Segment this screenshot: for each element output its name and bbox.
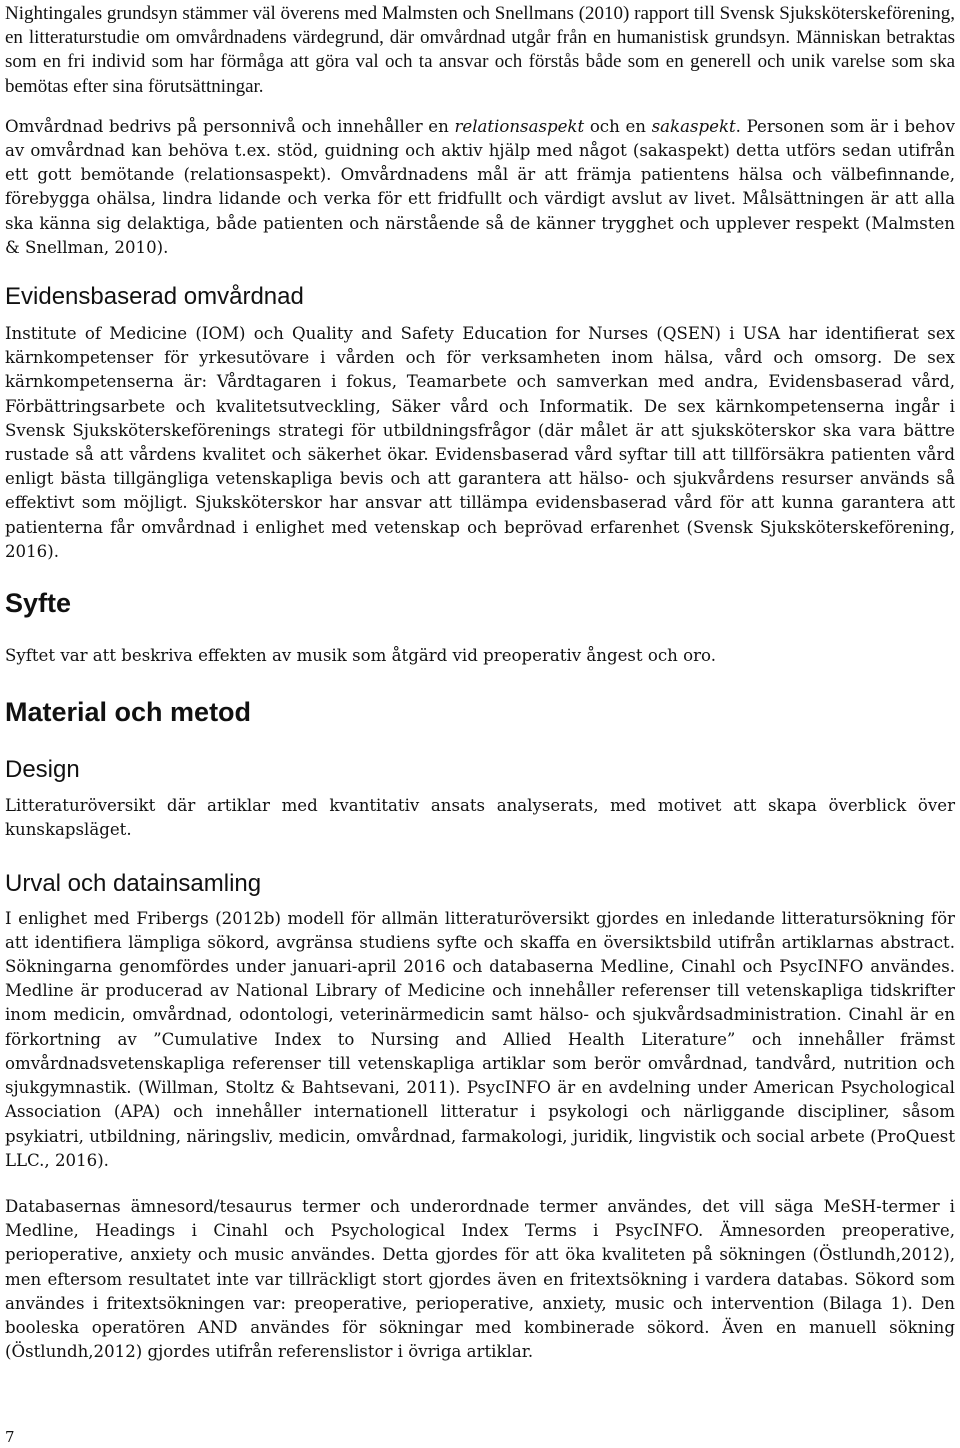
sakaspekt-term: sakaspekt (651, 116, 736, 136)
design-paragraph: Litteraturöversikt där artiklar med kvantitativ ansats analyserats, med motivet att skapa överblick över kunskapsläget. (5, 796, 955, 840)
heading-syfte: Syfte (5, 588, 72, 619)
heading-urval-och-datainsamling: Urval och datainsamling (5, 869, 262, 897)
urval-paragraph: I enlighet med Fribergs (2012b) modell för allmän litteraturöversikt gjordes en inledande litteratursökning för att identifiera lämpliga sökord, avgränsa studiens syfte och skaffa en översiktsbild utifrån artiklarnas abstract. Sökningarna genomfördes under januari-april 2016 och databaserna Medline, Cinahl och PsycINFO användes. Medline är producerad av National Library of Medicine och innehåller referenser till vetenskapliga tidskrifter inom medicin, omvårdnad, odontologi, veterinärmedicin samt hälso- och sjukvårdsadministration. Cinahl är en förkortning av ”Cumulative Index to Nursing and Allied Health Literature” och innehåller främst omvårdnadsvetenskapliga referenser till vetenskapliga artiklar som berör omvårdnad, tandvård, nutrition och sjukgymnastik. (Willman, Stoltz & Bahtsevani, 2011). PsycINFO är en avdelning under American Psychological Association (APA) och innehåller internationell litteratur i psykologi och närliggande discipliner, såsom psykiatri, utbildning, näringsliv, medicin, omvårdnad, farmakologi, juridik, lingvistik och social arbete (ProQuest LLC., 2016). (5, 908, 955, 1170)
omvardnad-text-2: och en (584, 116, 652, 136)
heading-evidensbaserad-omvardnad: Evidensbaserad omvårdnad (5, 283, 304, 311)
heading-material-och-metod: Material och metod (5, 697, 252, 728)
omvardnad-paragraph (5, 115, 955, 260)
databaser-paragraph: Databasernas ämnesord/tesaurus termer och underordnade termer användes, det vill säga MeSH-termer i Medline, Headings i Cinahl och Psychological Index Terms i PsycINFO. Ämnesorden preoperative, perioperative, anxiety och music användes. Detta gjordes för att öka kvaliteten på sökningen (Östlundh,2012), men eftersom resultatet inte var tillräckligt stort gjordes även en fritextsökning i vardera databas. Sökord som användes i fritextsökningen var: preoperative, perioperative, anxiety, music och intervention (Bilaga 1). Den booleska operatören AND användes för sökningar med kombinerade sökord. Även en manuell sökning (Östlundh,2012) gjordes utifrån referenslistor i övriga artiklar. (5, 1196, 955, 1362)
page-number: 7 (5, 1428, 15, 1446)
omvardnad-text-3: . Personen som är i behov av omvårdnad kan behöva t.ex. stöd, guidning och aktiv hjälp med något (sakaspekt) detta utförs sedan utifrån ett gott bemötande (relationsaspekt). Omvårdnadens mål är att främja patientens hälsa och välbefinnande, förebygga ohälsa, lindra lidande och verka för ett fridfullt och värdigt avslut av livet. Målsättningen är att alla ska känna sig delaktiga, både patienten och närstående så de känner trygghet och upplever respekt (Malmsten & Snellman, 2010). (5, 116, 955, 257)
intro-paragraph: Nightingales grundsyn stämmer väl överens med Malmsten och Snellmans (2010) rapport till Svensk Sjuksköterskeförening, en litteraturstudie om omvårdnadens värdegrund, där omvårdnad utgår från en humanistisk grundsyn. Människan betraktas som en fri individ som har förmåga att göra val och ta ansvar och förstås både som en generell och unik varelse som ska bemötas efter sina förutsättningar. (5, 3, 955, 97)
heading-design: Design (5, 756, 80, 784)
relationsaspekt-term: relationsaspekt (454, 116, 585, 136)
syfte-paragraph: Syftet var att beskriva effekten av musik som åtgärd vid preoperativ ångest och oro. (5, 646, 717, 666)
document-page (5, 2, 955, 1364)
omvardnad-text-1: Omvårdnad bedrivs på personnivå och innehåller en (5, 116, 455, 136)
evidens-paragraph: Institute of Medicine (IOM) och Quality and Safety Education for Nurses (QSEN) i USA har identifierat sex kärnkompetenser för yrkesutövare i vården och för verksamheten inom hälsa, vård och omsorg. De sex kärnkompetenserna är: Vårdtagaren i fokus, Teamarbete och samverkan med andra, Evidensbaserad vård, Förbättringsarbete och kvalitetsutveckling, Säker vård och Informatik. De sex kärnkompetenserna ingår i Svensk Sjuksköterskeförenings strategi för utbildningsfrågor (där målet är att sjuksköterskor ska vara bättre rustade så att vårdens kvalitet och säkerhet ökar. Evidensbaserad vård syftar till att tillförsäkra patienten vård enligt bästa tillgängliga vetenskapliga bevis och att garantera att hälso- och sjukvårdens resurser används så effektivt som möjligt. Sjuksköterskor har ansvar att tillämpa evidensbaserad vård för att kunna garantera att patienterna får omvårdnad i enlighet med vetenskap och beprövad erfarenhet (Svensk Sjuksköterskeförening, 2016). (5, 324, 955, 561)
